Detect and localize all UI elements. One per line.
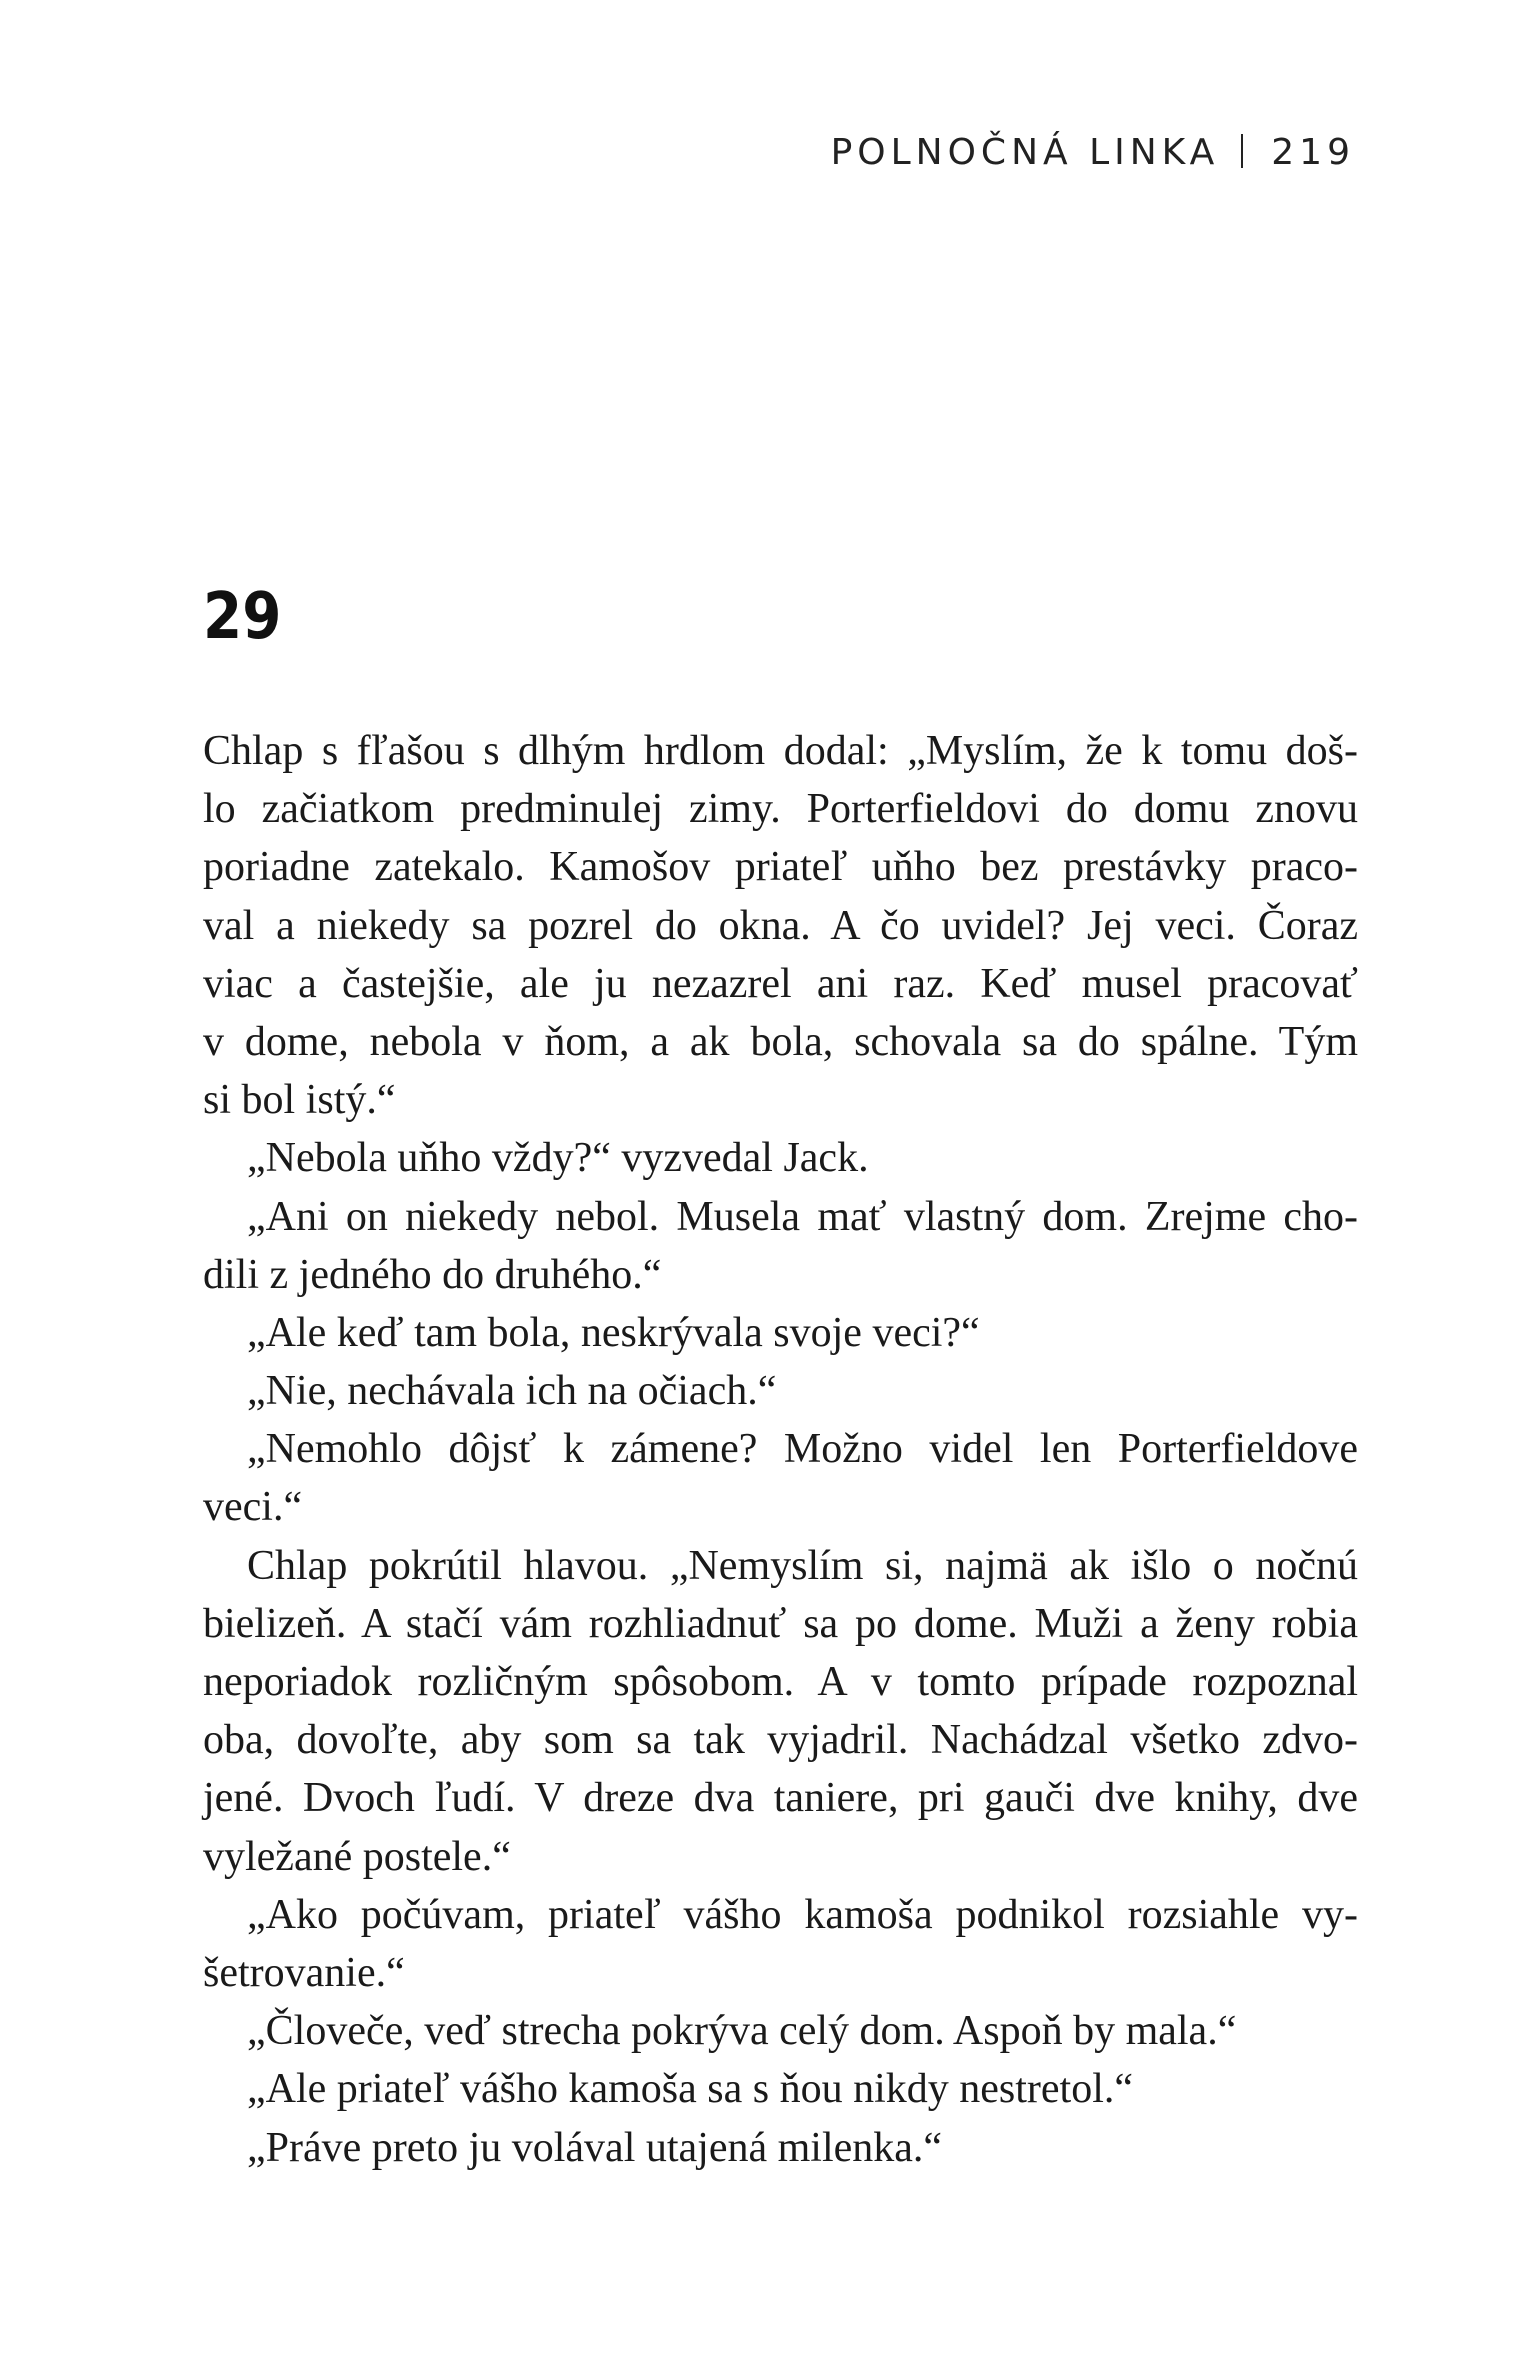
header-separator	[1241, 134, 1243, 168]
text-line: dili z jedného do druhého.“	[203, 1251, 662, 1298]
text-line: Chlap s fľašou s dlhým hrdlom dodal: „Myslím, že k tomu doš-	[203, 728, 1358, 774]
text-line: „Nie, nechávala ich na očiach.“	[247, 1368, 777, 1415]
text-line: viac a častejšie, ale ju nezazrel ani raz. Keď musel pracovať	[203, 960, 1358, 1007]
text-line: šetrovanie.“	[203, 1949, 405, 1996]
text-line: „Človeče, veď strecha pokrýva celý dom. Aspoň by mala.“	[247, 2008, 1237, 2055]
text-line: „Ale priateľ vášho kamoša sa s ňou nikdy nestretol.“	[247, 2066, 1133, 2113]
text-line: poriadne zatekalo. Kamošov priateľ uňho bez prestávky praco-	[203, 844, 1358, 891]
running-header-title: POLNOČNÁ LINKA	[830, 132, 1220, 173]
text-line: „Nemohlo dôjsť k zámene? Možno videl len Porterfieldove	[247, 1426, 1358, 1473]
chapter-number: 29	[203, 580, 282, 654]
text-line: neporiadok rozličným spôsobom. A v tomto prípade rozpoznal	[203, 1659, 1358, 1705]
running-header	[831, 134, 1355, 171]
text-line: bielizeň. A stačí vám rozhliadnuť sa po dome. Muži a ženy robia	[203, 1600, 1358, 1647]
text-line: lo začiatkom predminulej zimy. Porterfieldovi do domu znovu	[203, 786, 1358, 833]
text-line: „Ako počúvam, priateľ vášho kamoša podnikol rozsiahle vy-	[247, 1891, 1358, 1938]
text-line: „Ale keď tam bola, neskrývala svoje veci?“	[247, 1309, 980, 1356]
page-number: 219	[1271, 132, 1355, 173]
text-line: vyležané postele.“	[203, 1833, 511, 1880]
text-line: „Ani on niekedy nebol. Musela mať vlastný dom. Zrejme cho-	[247, 1193, 1358, 1240]
body-text	[203, 722, 1358, 2177]
text-line: Chlap pokrútil hlavou. „Nemyslím si, najmä ak išlo o nočnú	[247, 1542, 1358, 1589]
text-line: „Práve preto ju volával utajená milenka.“	[247, 2124, 943, 2171]
text-line: si bol istý.“	[203, 1077, 396, 1124]
text-line: val a niekedy sa pozrel do okna. A čo uvidel? Jej veci. Čoraz	[203, 902, 1358, 949]
text-line: v dome, nebola v ňom, a ak bola, schovala sa do spálne. Tým	[203, 1018, 1358, 1065]
text-line: „Nebola uňho vždy?“ vyzvedal Jack.	[247, 1135, 869, 1182]
text-line: veci.“	[203, 1484, 303, 1531]
text-line: oba, dovoľte, aby som sa tak vyjadril. Nachádzal všetko zdvo-	[203, 1717, 1358, 1764]
text-line: jené. Dvoch ľudí. V dreze dva taniere, pri gauči dve knihy, dve	[203, 1775, 1358, 1822]
